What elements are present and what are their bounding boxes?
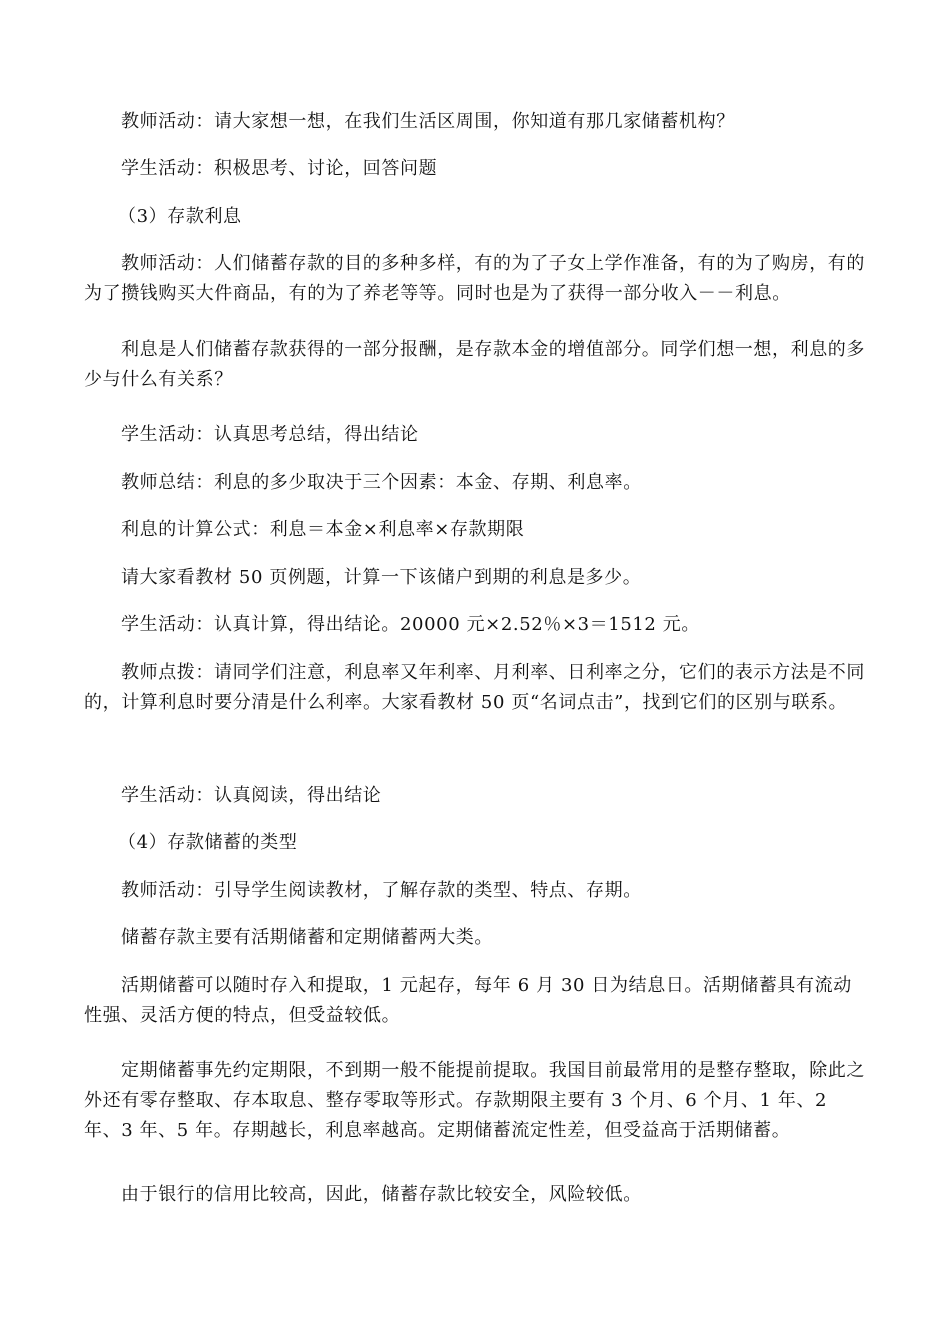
paragraph-two-categories: 储蓄存款主要有活期储蓄和定期储蓄两大类。 bbox=[121, 927, 493, 948]
paragraph-teacher-summary-factors: 教师总结：利息的多少取决于三个因素：本金、存期、利息率。 bbox=[121, 472, 642, 493]
paragraph-safety-risk: 由于银行的信用比较高，因此，储蓄存款比较安全，风险较低。 bbox=[121, 1184, 642, 1205]
section-heading-deposit-types: （4）存款储蓄的类型 bbox=[118, 832, 298, 853]
paragraph-student-calculation: 学生活动：认真计算，得出结论。20000 元×2.52％×3＝1512 元。 bbox=[121, 614, 701, 635]
paragraph-teacher-activity-purposes: 教师活动：人们储蓄存款的目的多种多样，有的为了子女上学作准备，有的为了购房，有的为了攒钱购买大件商品，有的为了养老等等。同时也是为了获得一部分收入－－利息。 bbox=[84, 253, 865, 304]
paragraph-demand-deposit: 活期储蓄可以随时存入和提取，1 元起存，每年 6 月 30 日为结息日。活期储蓄具有流动性强、灵活方便的特点，但受益较低。 bbox=[84, 975, 852, 1026]
paragraph-student-activity-discuss: 学生活动：积极思考、讨论，回答问题 bbox=[121, 158, 438, 179]
paragraph-teacher-guidance-rates: 教师点拨：请同学们注意，利息率又年利率、月利率、日利率之分，它们的表示方法是不同的，计算利息时要分清是什么利率。大家看教材 50 页“名词点击”，找到它们的区别与联系。 bbox=[84, 662, 865, 713]
paragraph-textbook-example: 请大家看教材 50 页例题，计算一下该储户到期的利息是多少。 bbox=[121, 567, 642, 588]
paragraph-interest-definition: 利息是人们储蓄存款获得的一部分报酬，是存款本金的增值部分。同学们想一想，利息的多少与什么有关系？ bbox=[84, 339, 865, 390]
paragraph-teacher-activity-institutions: 教师活动：请大家想一想，在我们生活区周围，你知道有那几家储蓄机构？ bbox=[121, 111, 735, 132]
paragraph-student-activity-summary: 学生活动：认真思考总结，得出结论 bbox=[121, 424, 419, 445]
paragraph-time-deposit: 定期储蓄事先约定期限，不到期一般不能提前提取。我国目前最常用的是整存整取，除此之外还有零存整取、存本取息、整存零取等形式。存款期限主要有 3 个月、6 个月、1 年、2 年、3 年、5 年。存期越长，利息率越高。定期储蓄流定性差，但受益高于活期储蓄。 bbox=[84, 1060, 865, 1141]
paragraph-interest-formula: 利息的计算公式：利息＝本金×利息率×存款期限 bbox=[121, 519, 525, 540]
section-heading-deposit-interest: （3）存款利息 bbox=[118, 206, 242, 227]
paragraph-student-activity-reading: 学生活动：认真阅读，得出结论 bbox=[121, 785, 382, 806]
paragraph-teacher-activity-guide: 教师活动：引导学生阅读教材，了解存款的类型、特点、存期。 bbox=[121, 880, 642, 901]
